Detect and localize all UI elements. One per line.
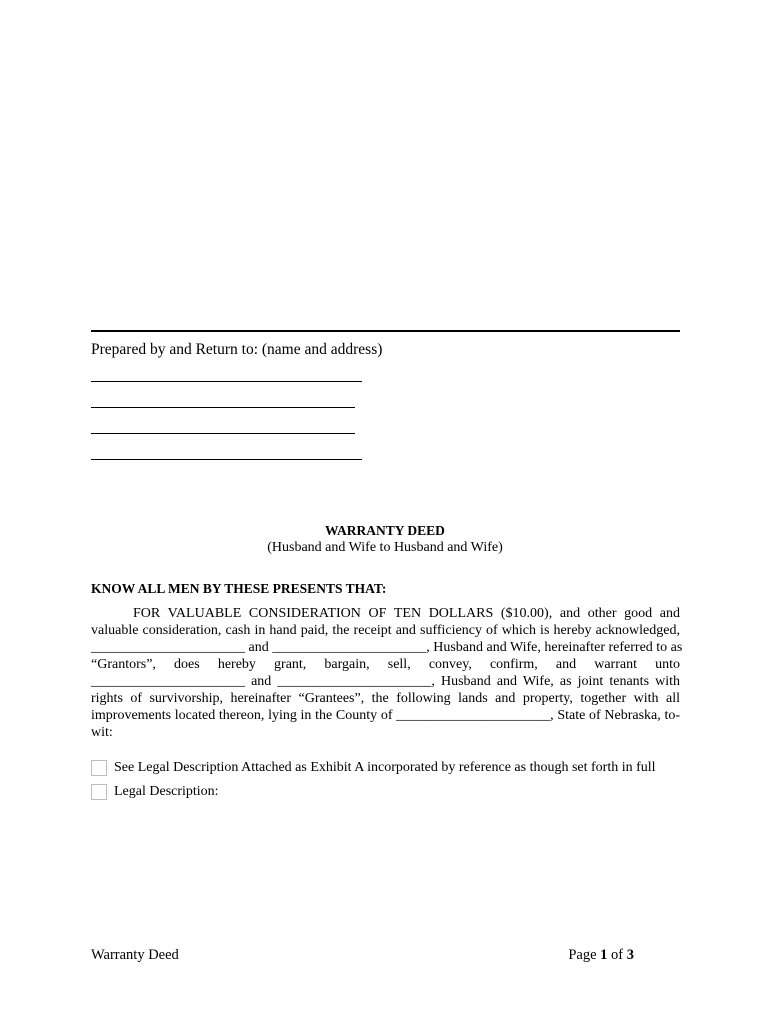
- page-of: of: [607, 947, 627, 963]
- body-line-2: valuable consideration, cash in hand paid, the receipt and sufficiency of which is hereby acknowledged,: [91, 623, 680, 638]
- body-line-8: wit:: [91, 725, 113, 740]
- body-line-3: ______________________ and ______________________, Husband and Wife, hereinafter referred to as: [91, 640, 683, 655]
- page-prefix: Page: [568, 947, 601, 963]
- body-line-5: ______________________ and ______________________, Husband and Wife, as joint tenants with: [91, 674, 680, 689]
- prepared-by-label: Prepared by and Return to: (name and address): [91, 341, 383, 358]
- legal-description-label: Legal Description:: [114, 784, 219, 799]
- know-all-men-heading: KNOW ALL MEN BY THESE PRESENTS THAT:: [91, 581, 387, 596]
- footer-page-number: [568, 947, 634, 964]
- address-line-3[interactable]: [91, 433, 355, 434]
- address-line-4[interactable]: [91, 459, 362, 460]
- address-line-2[interactable]: [91, 407, 355, 408]
- body-line-6: rights of survivorship, hereinafter “Grantees”, the following lands and property, together with all: [91, 691, 680, 706]
- page-current: 1: [600, 947, 608, 963]
- address-line-1[interactable]: [91, 381, 362, 382]
- footer-document-name: Warranty Deed: [91, 947, 179, 963]
- page-total: 3: [626, 947, 634, 963]
- deed-title: WARRANTY DEED: [325, 523, 445, 538]
- exhibit-a-label: See Legal Description Attached as Exhibit A incorporated by reference as though set forth in full: [114, 760, 656, 775]
- body-line-1: FOR VALUABLE CONSIDERATION OF TEN DOLLARS ($10.00), and other good and: [133, 606, 680, 621]
- body-line-7: improvements located thereon, lying in the County of ______________________, State of Nebraska, to-: [91, 708, 680, 723]
- deed-subtitle: (Husband and Wife to Husband and Wife): [267, 540, 503, 555]
- body-line-4: “Grantors”, does hereby grant, bargain, sell, convey, confirm, and warrant unto: [91, 657, 680, 672]
- exhibit-a-checkbox[interactable]: [91, 760, 107, 776]
- legal-description-checkbox[interactable]: [91, 784, 107, 800]
- header-divider: [91, 330, 680, 332]
